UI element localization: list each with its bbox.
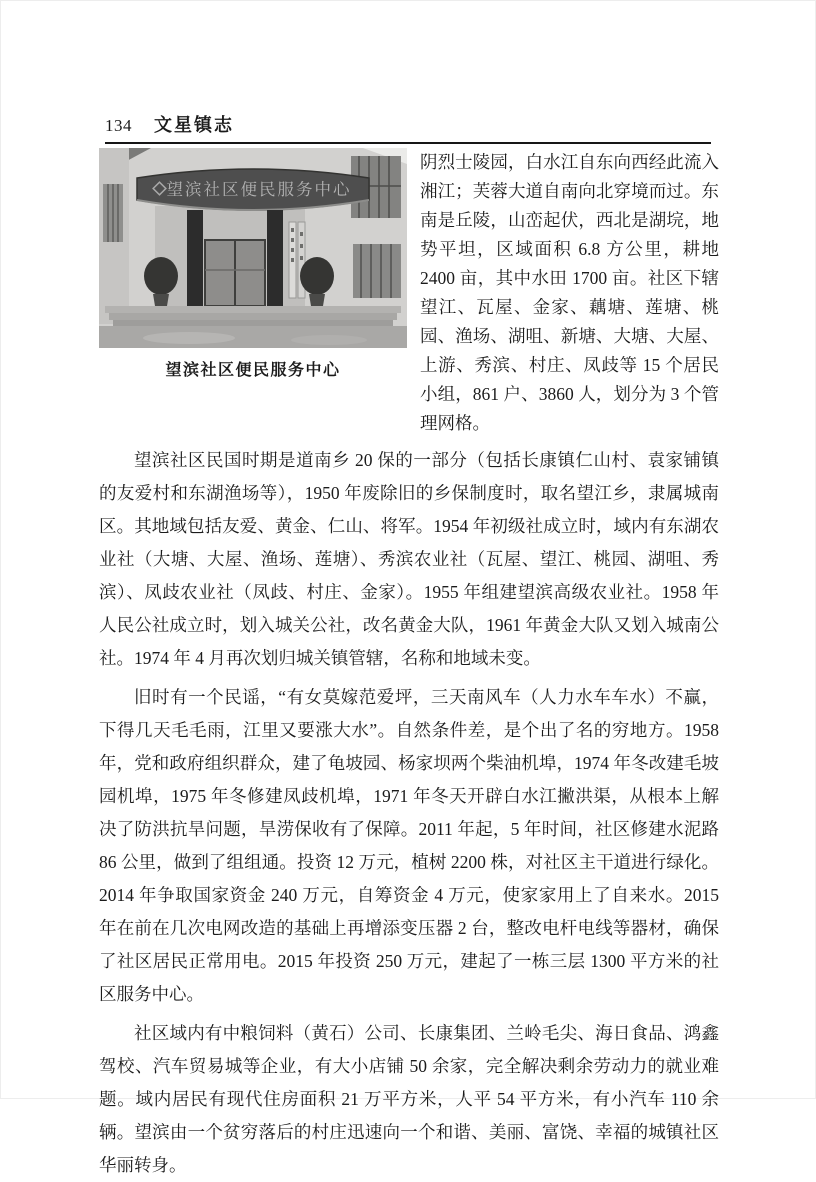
photo-column-left <box>187 210 203 306</box>
photo-steps <box>105 306 401 326</box>
community-center-photo <box>99 148 407 348</box>
photo-sign-text: 望滨社区便民服务中心 <box>166 181 352 199</box>
paragraph-economy: 社区域内有中粮饲料（黄石）公司、长康集团、兰岭毛尖、海日食品、鸿鑫驾校、汽车贸易城等企业，有大小店铺 50 余家，完全解决剩余劳动力的就业难题。域内居民有现代住房面积 21 万平方米，人平 54 平方米，有小汽车 110 余辆。望滨由一个贫穷落后的村庄迅速向一个和谐、美丽、富饶、幸福的城镇社区华丽转身。 <box>99 1023 719 1175</box>
photo-figure <box>99 148 407 380</box>
photo-column-right <box>267 210 283 306</box>
photo-and-intro-section <box>99 148 719 438</box>
page-body <box>99 148 719 1182</box>
page-header <box>105 111 711 144</box>
photo-right-window-lower <box>353 244 401 298</box>
paragraph-history: 望滨社区民国时期是道南乡 20 保的一部分（包括长康镇仁山村、袁家铺镇的友爱村和东湖渔场等），1950 年废除旧的乡保制度时，取名望江乡，隶属城南区。其地域包括友爱、黄金、仁山、将军。1954 年初级社成立时，域内有东湖农业社（大塘、大屋、渔场、莲塘）、秀滨农业社（瓦屋、望江、桃园、湖咀、秀滨）、凤歧农业社（凤歧、村庄、金家）。1955 年组建望滨高级农业社。1958 年人民公社成立时，划入城关公社，改名黄金大队，1961 年黄金大队又划入城南公社。1974 年 4 月再次划归城关镇管辖，名称和地域未变。 <box>99 450 719 668</box>
book-title: 文星镇志 <box>154 115 234 135</box>
page-number: 134 <box>105 116 132 135</box>
intro-paragraph: 阴烈士陵园，白水江自东向西经此流入湘江；芙蓉大道自南向北穿境而过。东南是丘陵，山峦起伏，西北是湖垸，地势平坦，区域面积 6.8 方公里，耕地 2400 亩，其中水田 1700 亩。社区下辖望江、瓦屋、金家、藕塘、莲塘、桃园、渔场、湖咀、新塘、大塘、大屋、上游、秀滨、村庄、凤歧等 15 个居民小组，861 户、3860 人，划分为 3 个管理网格。 <box>420 152 719 433</box>
photo-caption: 望滨社区便民服务中心 <box>165 362 341 379</box>
paragraph-development: 旧时有一个民谣，“有女莫嫁范爱坪，三天南风车（人力水车车水）不赢，下得几天毛毛雨，江里又要涨大水”。自然条件差，是个出了名的穷地方。1958 年，党和政府组织群众，建了龟坡园、杨家坝两个柴油机埠，1974 年冬改建毛坡园机埠，1975 年冬修建凤歧机埠，1971 年冬天开辟白水江撇洪渠，从根本上解决了防洪抗旱问题，旱涝保收有了保障。2011 年起，5 年时间，社区修建水泥路 86 公里，做到了组组通。投资 12 万元，植树 2200 株，对社区主干道进行绿化。2014 年争取国家资金 240 万元，自筹资金 4 万元，使家家用上了自来水。2015 年在前在几次电网改造的基础上再增添变压器 2 台，整改电杆电线等器材，确保了社区居民正常用电。2015 年投资 250 万元，建起了一栋三层 1300 平方米的社区服务中心。 <box>99 687 719 1004</box>
